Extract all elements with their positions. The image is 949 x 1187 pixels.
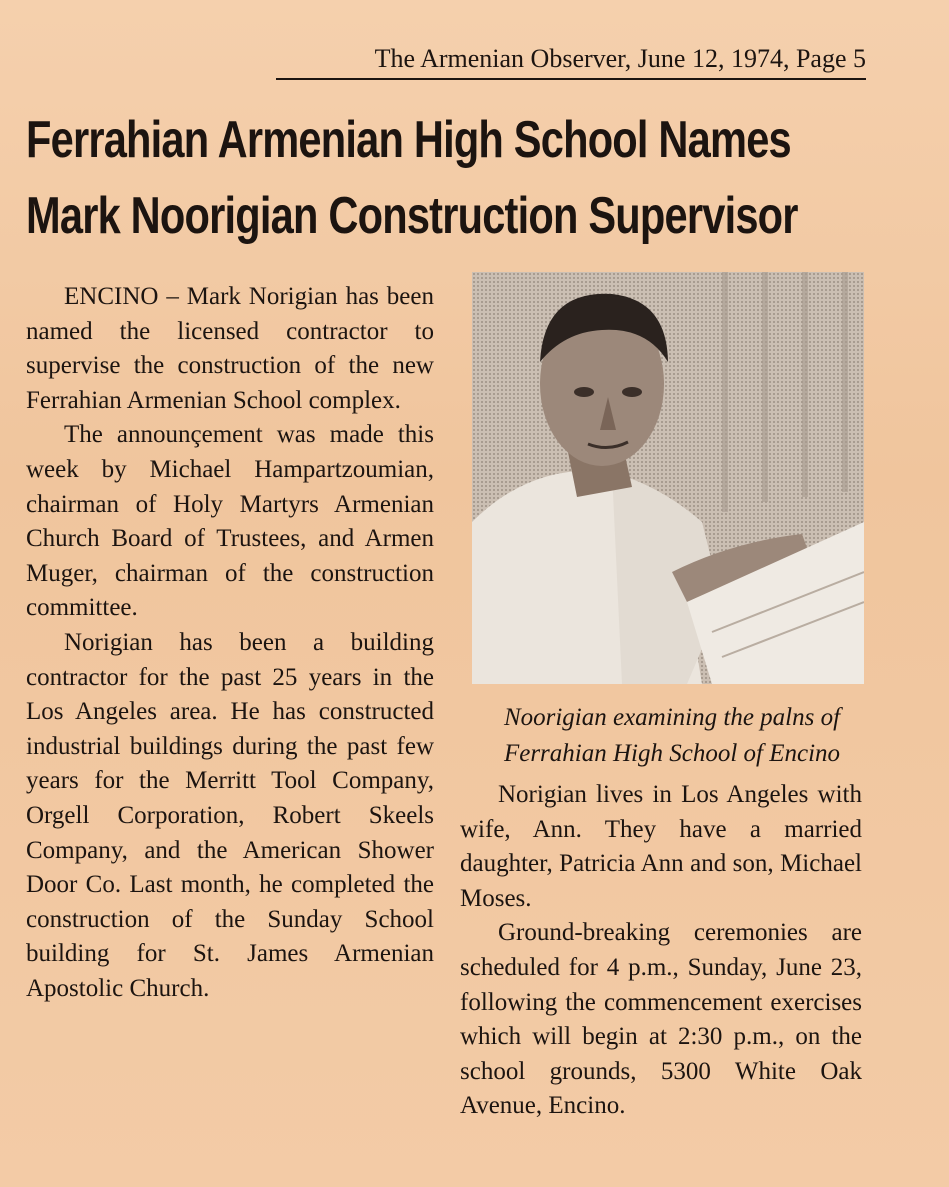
paragraph: ENCINO – Mark Norigian has been named the licensed contractor to supervise the construction of the new Ferrahian Armenian School complex. [26, 283, 434, 414]
masthead: The Armenian Observer, June 12, 1974, Page 5 [276, 42, 866, 80]
paragraph: Norigian has been a building contractor for the past 25 years in the Los Angeles area. He has constructed industrial buildings during the past few years for the Merritt Tool Company, Orgell Corporation, Robert Skeels Company, and the American Shower Door Co. Last month, he completed the construction of the Sunday School building for St. James Armenian Apostolic Church. [26, 628, 434, 1002]
paragraph: The announçement was made this week by Michael Hampartzoumian, chairman of Holy Martyrs Armenian Church Board of Trustees, and Armen Muger, chairman of the construction committee. [26, 421, 434, 622]
paragraph: Ground-breaking ceremonies are scheduled for 4 p.m., Sunday, June 23, following the commencement exercises which will begin at 2:30 p.m., on the school grounds, 5300 White Oak Avenue, Encino. [460, 919, 862, 1120]
left-column [26, 280, 434, 1006]
photo-caption: Noorigian examining the palns of Ferrahian High School of Encino [503, 704, 841, 767]
headline-line-1: Ferrahian Armenian High School Names [26, 111, 791, 169]
paragraph: Norigian lives in Los Angeles with wife, Ann. They have a married daughter, Patricia Ann and son, Michael Moses. [460, 781, 862, 912]
photo-man-examining-plans [472, 272, 864, 684]
right-column [460, 778, 862, 1124]
headline-line-2: Mark Noorigian Construction Supervisor [26, 187, 798, 245]
headline [26, 102, 874, 254]
